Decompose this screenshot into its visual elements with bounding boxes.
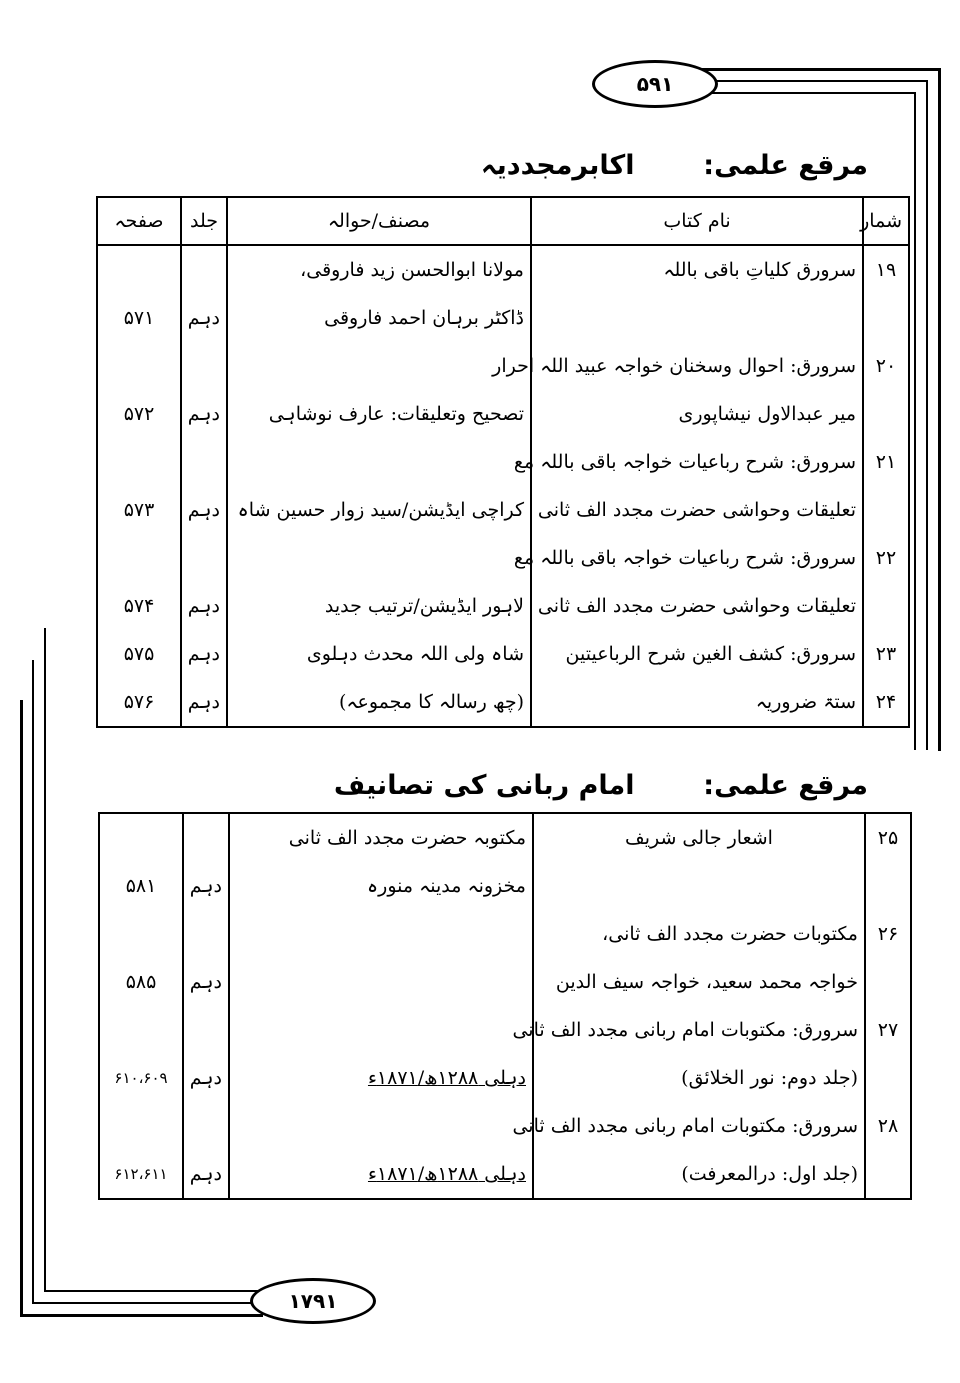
volume: دہم [187, 403, 220, 425]
author-ref: تصحیح وتعلیقات: عارف نوشاہی [268, 403, 524, 425]
table-row: ۲۱ سرورق: شرح رباعیات خواجہ باقی باللہ مع تعلیقات وحواشی حضرت مجدد الف ثانی کراچی ایڈیشن/سید زوار حسین شاہ دہم ۵۷۳ [97, 438, 909, 534]
author-ref: شاہ ولی اللہ محدث دہلوی [306, 643, 524, 665]
book-title: سرورق: شرح رباعیات خواجہ باقی باللہ مع [513, 451, 856, 473]
row-num: ۲۳ [875, 643, 897, 665]
header-author: مصنف/حوالہ [227, 197, 531, 245]
book-title: ستۃ ضروریہ [755, 691, 856, 713]
section1-table [96, 196, 910, 728]
volume: دہم [187, 499, 220, 521]
volume: دہم [189, 1163, 222, 1185]
page-ref: ۵۸۱ [125, 875, 157, 897]
header-num: شمار [863, 197, 909, 245]
volume: دہم [187, 307, 220, 329]
volume: دہم [189, 875, 222, 897]
page-number-bottom: ۱۷۹۱ [250, 1278, 376, 1324]
book-title: سرورق: مکتوبات امام ربانی مجدد الف ثانی [512, 1019, 858, 1041]
page-ref: ۵۷۶ [123, 691, 155, 713]
book-title: سرورق: مکتوبات امام ربانی مجدد الف ثانی [512, 1115, 858, 1137]
section2-table [98, 812, 912, 1200]
book-title: اشعار جالی شریف [625, 827, 773, 849]
author-ref: کراچی ایڈیشن/سید زوار حسین شاہ [237, 499, 524, 521]
volume: دہم [189, 1067, 222, 1089]
row-num: ۲۶ [877, 923, 899, 945]
volume: دہم [187, 691, 220, 713]
row-num: ۱۹ [875, 259, 897, 281]
volume: دہم [189, 971, 222, 993]
table-row: ۱۹ سرورق کلیاتِ باقی باللہ مولانا ابوالحسن زید فاروقی، ڈاکٹر برہان احمد فاروقی دہم ۵۷۱ [97, 245, 909, 342]
author-ref: (چھ رسالہ کا مجموعہ) [338, 691, 524, 713]
author-ref: دہلی ۱۲۸۸ھ/۱۸۷۱ء [367, 1163, 526, 1185]
section2-label: مرقع علمی: [703, 770, 868, 801]
page-ref: ۵۷۲ [123, 403, 155, 425]
section1-heading [481, 150, 868, 181]
page-number-top: ۵۹۱ [592, 60, 718, 108]
table-row [97, 678, 909, 727]
table-row: ۲۰ سرورق: احوال وسخنان خواجہ عبید اللہ احرار میر عبدالاول نیشاپوری تصحیح وتعلیقات: عارف نوشاہی دہم ۵۷۲ [97, 342, 909, 438]
table-header-row [97, 197, 909, 245]
header-page: صفحہ [97, 197, 181, 245]
table-row [97, 630, 909, 678]
book-title: سرورق کلیاتِ باقی باللہ [663, 259, 856, 281]
row-num: ۲۴ [875, 691, 897, 713]
table-row: ۲۲ سرورق: شرح رباعیات خواجہ باقی باللہ مع تعلیقات وحواشی حضرت مجدد الف ثانی لاہور ایڈیشن/ترتیب جدید دہم ۵۷۴ [97, 534, 909, 630]
book-title: سرورق: شرح رباعیات خواجہ باقی باللہ مع [513, 547, 856, 569]
author-ref: مولانا ابوالحسن زید فاروقی، [300, 259, 524, 281]
page-ref: ۶۱۰،۶۰۹ [114, 1069, 168, 1087]
row-num: ۲۲ [875, 547, 897, 569]
header-volume: جلد [181, 197, 227, 245]
volume: دہم [187, 595, 220, 617]
table-row: ۲۸ سرورق: مکتوبات امام ربانی مجدد الف ثانی (جلد اول: درالمعرفت) دہلی ۱۲۸۸ھ/۱۸۷۱ء دہم ۶۱۲،۶۱۱ [99, 1102, 911, 1199]
row-num: ۲۷ [877, 1019, 899, 1041]
section2-title: امام ربانی کی تصانیف [333, 770, 635, 801]
section1-label: مرقع علمی: [703, 150, 868, 181]
table-row: ۲۶ مکتوبات حضرت مجدد الف ثانی، خواجہ محمد سعید، خواجہ سیف الدین دہم ۵۸۵ [99, 910, 911, 1006]
row-num: ۲۸ [877, 1115, 899, 1137]
book-title: سرورق: احوال وسخنان خواجہ عبید اللہ احرار [492, 355, 856, 377]
section1-title: اکابرمجددیہ [480, 150, 635, 181]
table-row: ۲۵ اشعار جالی شریف مکتوبہ حضرت مجدد الف ثانی مخزونہ مدینہ منورہ دہم ۵۸۱ [99, 813, 911, 910]
row-num: ۲۱ [875, 451, 897, 473]
section2-heading [334, 770, 868, 801]
page-ref: ۵۷۴ [123, 595, 155, 617]
page-ref: ۵۸۵ [125, 971, 157, 993]
page-ref: ۵۷۵ [123, 643, 155, 665]
header-book: نام کتاب [531, 197, 863, 245]
page-ref: ۵۷۱ [123, 307, 155, 329]
page-ref: ۶۱۲،۶۱۱ [114, 1165, 168, 1183]
table-row: ۲۷ سرورق: مکتوبات امام ربانی مجدد الف ثانی (جلد دوم: نور الخلائق) دہلی ۱۲۸۸ھ/۱۸۷۱ء دہم ۶۱۰،۶۰۹ [99, 1006, 911, 1102]
page-ref: ۵۷۳ [123, 499, 155, 521]
author-ref: لاہور ایڈیشن/ترتیب جدید [324, 595, 524, 617]
volume: دہم [187, 643, 220, 665]
book-title: مکتوبات حضرت مجدد الف ثانی، [602, 923, 858, 945]
row-num: ۲۰ [875, 355, 897, 377]
author-ref: دہلی ۱۲۸۸ھ/۱۸۷۱ء [367, 1067, 526, 1089]
row-num: ۲۵ [877, 827, 899, 849]
author-ref: مکتوبہ حضرت مجدد الف ثانی [288, 827, 526, 849]
book-title: سرورق: کشف الغین شرح الرباعیتین [565, 643, 856, 665]
